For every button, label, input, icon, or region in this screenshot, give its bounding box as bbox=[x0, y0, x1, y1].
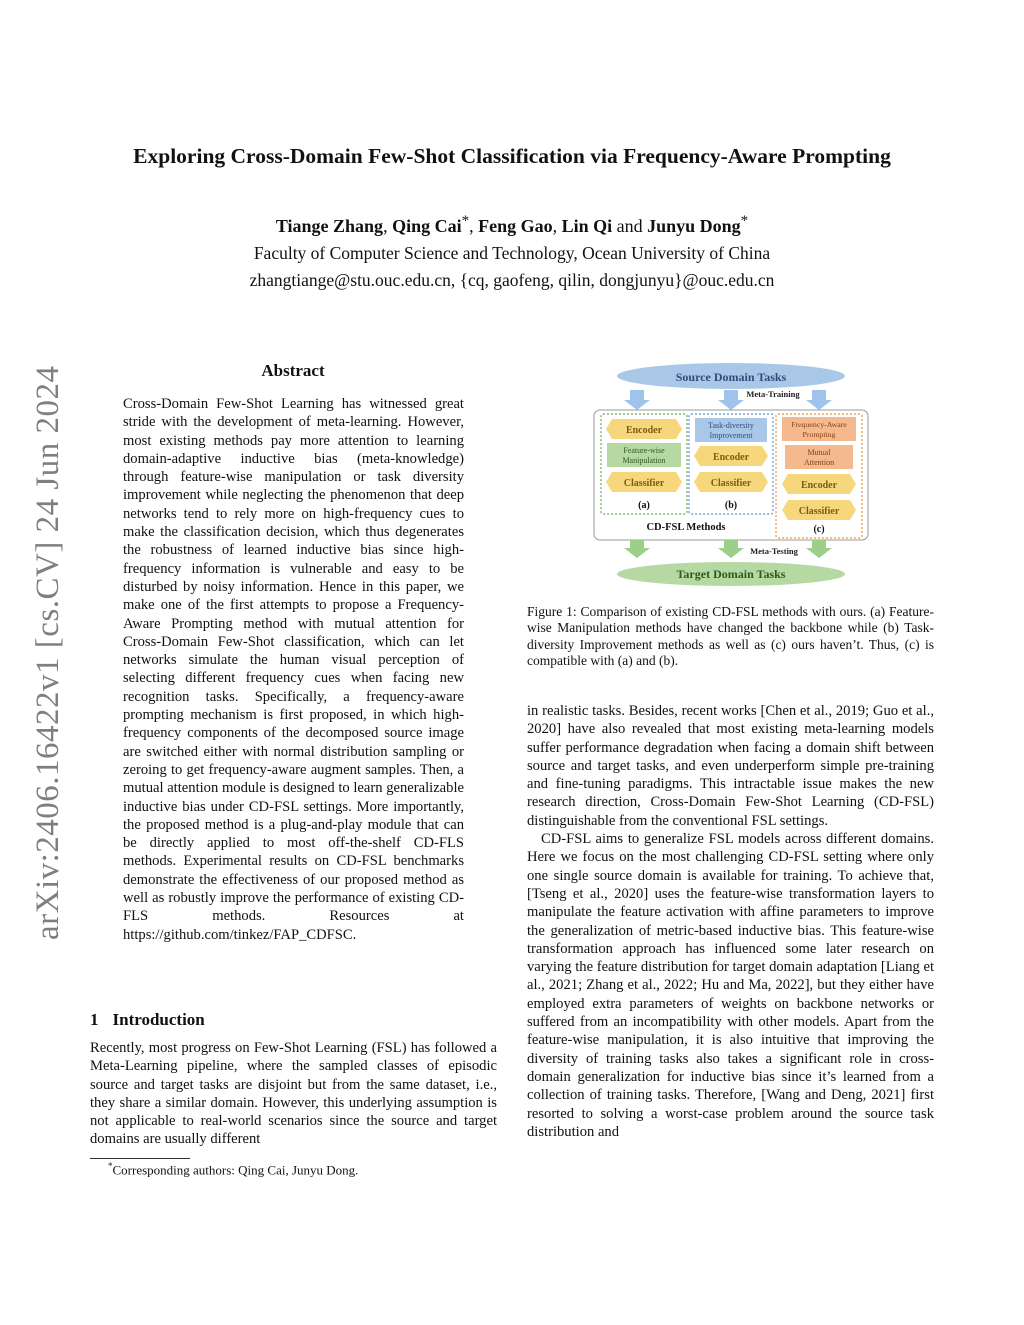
abstract-text bbox=[123, 395, 464, 944]
frequency-aware-line1: Frequency-Aware bbox=[791, 420, 847, 429]
panel-a-tag: (a) bbox=[638, 500, 650, 511]
panel-c-tag: (c) bbox=[813, 524, 825, 535]
arrow-down-icon bbox=[624, 390, 650, 410]
target-label: Target Domain Tasks bbox=[676, 567, 786, 581]
arxiv-side-stamp: arXiv:2406.16422v1 [cs.CV] 24 Jun 2024 bbox=[30, 365, 66, 940]
author-name: Qing Cai bbox=[392, 216, 462, 236]
arrow-down-icon bbox=[806, 390, 832, 410]
author-mark: * bbox=[740, 213, 749, 229]
footnote bbox=[108, 1161, 358, 1178]
arrow-down-icon bbox=[806, 540, 832, 558]
frequency-aware-line2: Prompting bbox=[802, 430, 836, 439]
classifier-label: Classifier bbox=[798, 506, 840, 517]
feature-wise-line1: Feature-wise bbox=[623, 446, 665, 455]
source-label: Source Domain Tasks bbox=[675, 370, 787, 384]
panel-b-tag: (b) bbox=[724, 500, 738, 511]
feature-wise-line2: Manipulation bbox=[622, 456, 666, 465]
body-paragraph: in realistic tasks. Besides, recent works [Chen et al., 2019; Guo et al., 2020] have also revealed that most existing meta-learning models suffer performance degradation when facing a domain shift between source and target tasks, and even underperform simple pre-training and fine-tuning paradigms. This intractable issue makes the new research direction, Cross-Domain Few-Shot Learning (CD-FSL) distinguishable from the conventional FSL settings. bbox=[527, 703, 934, 829]
encoder-label: Encoder bbox=[800, 480, 838, 491]
emails: zhangtiange@stu.ouc.edu.cn, {cq, gaofeng, qilin, dongjunyu}@ouc.edu.cn bbox=[249, 270, 775, 290]
mutual-attention-line1: Mutual bbox=[807, 448, 831, 457]
meta-testing-label: Meta-Testing bbox=[750, 546, 798, 556]
author-name: Junyu Dong bbox=[647, 216, 741, 236]
encoder-label: Encoder bbox=[625, 425, 663, 436]
author-mark: * bbox=[461, 213, 470, 229]
methods-label: CD-FSL Methods bbox=[646, 522, 726, 533]
abstract-paragraph: Cross-Domain Few-Shot Learning has witnessed great stride with the development of meta-learning. However, most existing methods pay more attention to learning domain-adaptive inductive bias (meta-knowledge) through feature-wise manipulation or task diversity improvement while neglecting the phenomenon that deep networks tend to rely more on high-frequency cues to make the classification decision, which thus degenerates the robustness of learned inductive bias since high-frequency information is vulnerable and easy to be disturbed by noisy information. Hence in this paper, we make one of the first attempts to propose a Frequency-Aware Prompting method with mutual attention for Cross-Domain Few-Shot classification, which can let networks simulate the human visual perception of selecting different frequency cues when facing new recognition tasks. Specifically, a frequency-aware prompting mechanism is first proposed, in which high-frequency components of the decomposed source image are switched either with normal distribution sampling or zeroing to get frequency-aware augment samples. Then, a mutual attention module is designed to learn generalizable inductive bias under CD-FSL settings. More importantly, the proposed method is a plug-and-play module that can be directly applied to most off-the-shelf CD-FLS methods. Experimental results on CD-FSL benchmarks demonstrate the effectiveness of our proposed method as well as robustly improve the performance of existing CD-FLS methods. Resources at https://github.com/tinkez/FAP_CDFSC. bbox=[123, 396, 464, 943]
author-name: Tiange Zhang bbox=[275, 216, 384, 236]
and-word: and bbox=[616, 216, 643, 236]
abstract-heading: Abstract bbox=[261, 361, 325, 380]
encoder-label: Encoder bbox=[712, 452, 750, 463]
figure-1 bbox=[590, 362, 872, 590]
training-arrows bbox=[624, 390, 832, 410]
task-diversity-line2: Improvement bbox=[709, 431, 753, 440]
classifier-label: Classifier bbox=[623, 478, 665, 489]
caption-text: Figure 1: Comparison of existing CD-FSL methods with ours. (a) Feature-wise Manipulation methods have changed the backbone while (b) Task-diversity Improvement methods as well as (c) ours haven’t. Thus, (c) is compatible with (a) and (b). bbox=[527, 604, 934, 668]
affiliation: Faculty of Computer Science and Technology, Ocean University of China bbox=[253, 243, 771, 263]
arrow-down-icon bbox=[718, 390, 744, 410]
author-name: Feng Gao bbox=[478, 216, 553, 236]
footnote-text: Corresponding authors: Qing Cai, Junyu Dong. bbox=[112, 1162, 359, 1178]
author-name: Lin Qi bbox=[561, 216, 613, 236]
right-column-text bbox=[527, 702, 934, 1141]
section-title: Introduction bbox=[112, 1010, 205, 1029]
arrow-down-icon bbox=[718, 540, 744, 558]
classifier-label: Classifier bbox=[710, 478, 752, 489]
task-diversity-line1: Task-diversity bbox=[708, 421, 754, 430]
footnote-mark: * bbox=[108, 1161, 113, 1171]
arrow-down-icon bbox=[624, 540, 650, 558]
section-number: 1 bbox=[90, 1010, 99, 1029]
paper-title: Exploring Cross-Domain Few-Shot Classification via Frequency-Aware Prompting bbox=[133, 144, 891, 168]
author-list: Tiange Zhang, Qing Cai*, Feng Gao, Lin Qi and Junyu Dong* bbox=[275, 213, 749, 236]
footnote-rule bbox=[90, 1158, 190, 1159]
figure-1-diagram bbox=[590, 362, 872, 590]
introduction-paragraph: Recently, most progress on Few-Shot Learning (FSL) has followed a Meta-Learning pipeline, where the sampled classes of episodic source and target tasks are disjoint but from the same dataset, i.e., they share a similar domain. However, this underlying assumption is not applicable to real-world scenarios since the source and target domains are usually different bbox=[90, 1040, 497, 1148]
figure-caption bbox=[527, 604, 934, 669]
introduction-heading bbox=[90, 1010, 219, 1030]
introduction-text bbox=[90, 1039, 497, 1149]
testing-arrows bbox=[624, 540, 832, 558]
body-paragraph: CD-FSL aims to generalize FSL models across different domains. Here we focus on the most challenging CD-FSL setting where only one single source domain is available for training. To achieve that, [Tseng et al., 2020] uses the feature-wise transformation layers to manipulate the feature activation with affine parameters to improve the generalization of metric-based inductive bias. This feature-wise transformation approach has influenced some later research on varying the feature distribution for target domain adaptation [Liang et al., 2021; Zhang et al., 2022; Hu and Ma, 2022], but they either have employed extra parameters of weights on backbone networks or suffered from an incompatibility with other models. Apart from the feature-wise manipulation, it is also intuitive that improving the diversity of training tasks also takes a significant role in cross-domain generalization for inductive bias since it’s learned from a collection of training tasks. Therefore, [Wang and Deng, 2021] first resorted to solving a worst-case problem around the source task distribution and bbox=[527, 831, 935, 1140]
mutual-attention-line2: Attention bbox=[803, 458, 835, 467]
meta-training-label: Meta-Training bbox=[746, 389, 800, 399]
